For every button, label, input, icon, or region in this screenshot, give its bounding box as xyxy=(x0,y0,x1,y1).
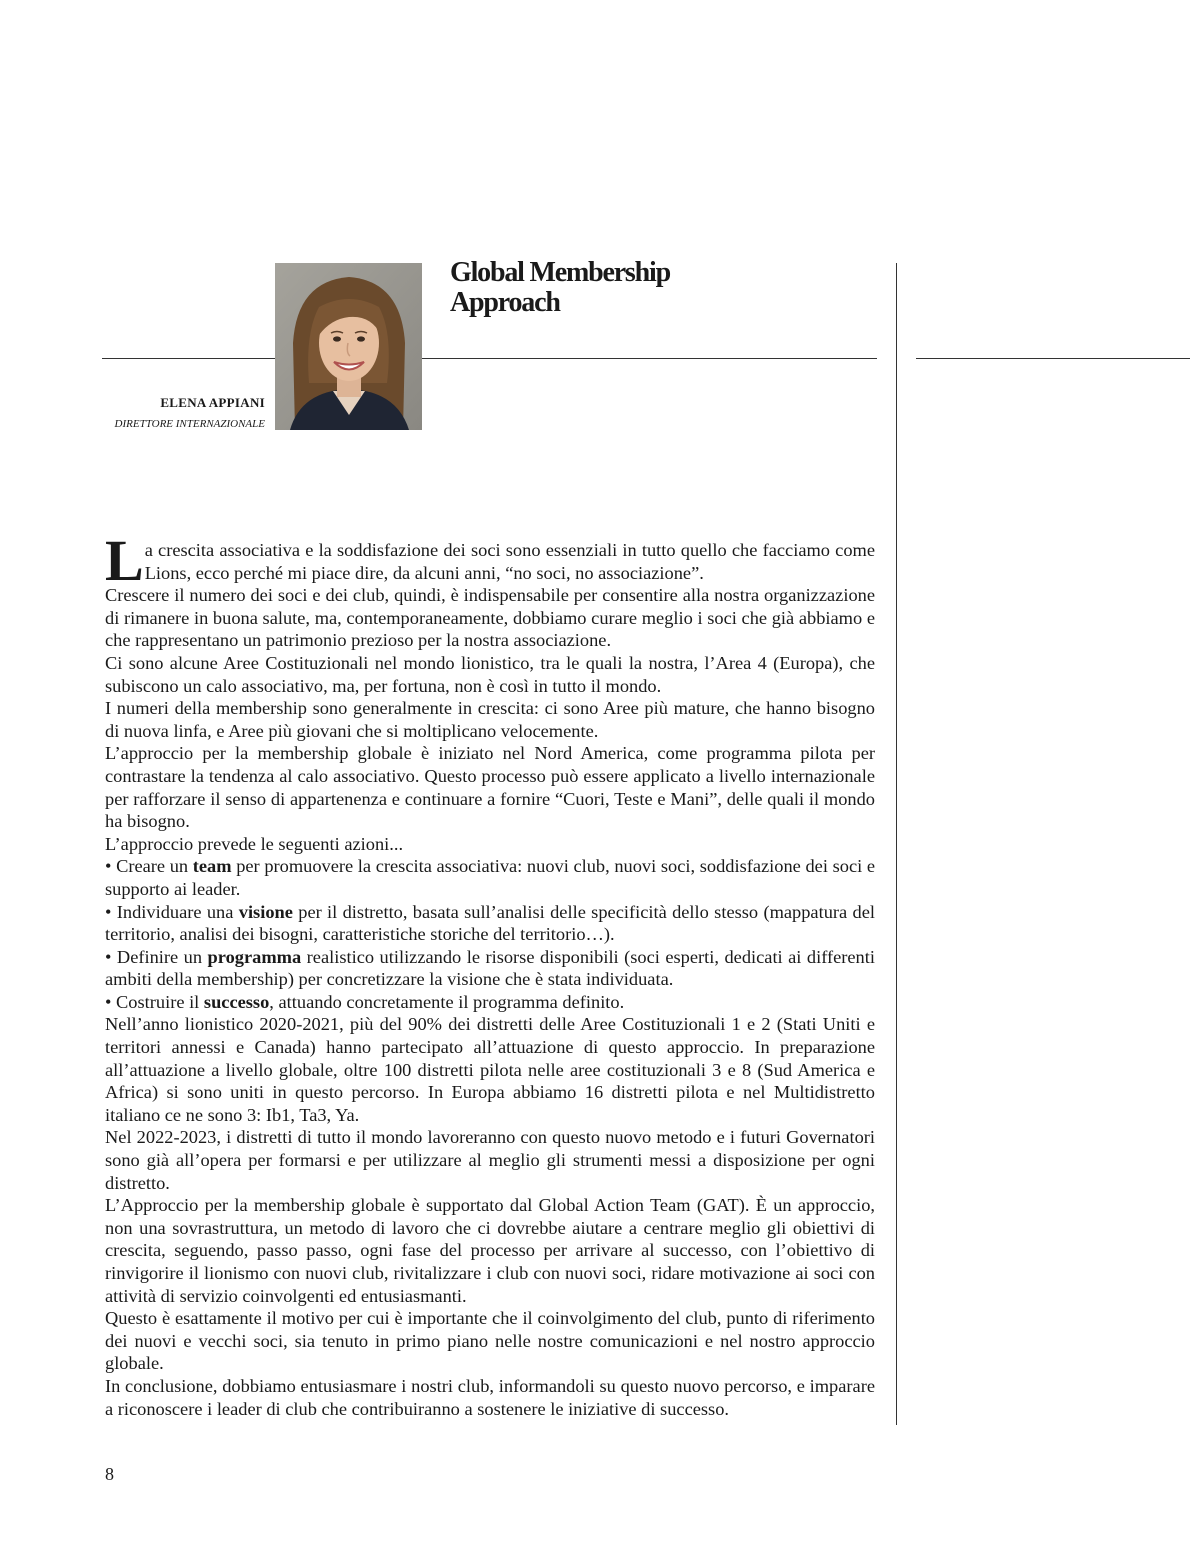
paragraph: L’approccio prevede le seguenti azioni... xyxy=(105,833,404,854)
rule-right xyxy=(916,358,1190,359)
page-number: 8 xyxy=(105,1464,114,1484)
bullet-item: • Definire un programma realistico utilizzando le risorse disponibili (soci esperti, dedicati ai differenti ambiti della membership) per concretizzare la visione che è stata individuata. xyxy=(105,946,875,990)
paragraph xyxy=(105,528,875,593)
paragraph: L’approccio per la membership globale è iniziato nel Nord America, come programma pilota per contrastare la tendenza al calo associativo. Questo processo può essere applicato a livello internazionale per rafforzare il senso di appartenenza e continuare a fornire “Cuori, Teste e Mani”, delle quali il mondo ha bisogno. xyxy=(105,743,875,832)
bullet-item: • Costruire il successo, attuando concretamente il programma definito. xyxy=(105,991,625,1012)
paragraph: Nel 2022-2023, i distretti di tutto il mondo lavoreranno con questo nuovo metodo e i futuri Governatori sono già all’opera per formarsi e per utilizzare al meglio gli strumenti messi a disposizione per ogni distretto. xyxy=(105,1127,875,1193)
paragraph: Crescere il numero dei soci e dei club, quindi, è indispensabile per consentire alla nostra organizzazione di rimanere in buona salute, ma, contemporaneamente, dobbiamo curare meglio i soci che già abbiamo e che rappresentano un patrimonio prezioso per la nostra associazione. xyxy=(105,585,875,651)
drop-cap: L xyxy=(105,528,144,593)
article-title-line2: Approach xyxy=(450,287,560,318)
bullet-keyword: visione xyxy=(238,901,293,922)
bullet-item: • Individuare una visione per il distretto, basata sull’analisi delle specificità dello stesso (mappatura del territorio, analisi dei bisogni, caratteristiche storiche del territorio…). xyxy=(105,901,875,945)
rule-center xyxy=(422,358,877,359)
paragraph: In conclusione, dobbiamo entusiasmare i nostri club, informandoli su questo nuovo percorso, e imparare a riconoscere i leader di club che contribuiranno a sostenere le iniziative di successo. xyxy=(105,1375,875,1419)
bullet-keyword: programma xyxy=(207,946,302,967)
article-title-line1: Global Membership xyxy=(450,257,670,288)
bullet-item: • Creare un team per promuovere la crescita associativa: nuovi club, nuovi soci, soddisfazione dei soci e supporto ai leader. xyxy=(105,856,876,899)
paragraph-text: a crescita associativa e la soddisfazione dei soci sono essenziali in tutto quello che facciamo come Lions, ecco perché mi piace dire, da alcuni anni, “no soci, no associazione”. xyxy=(144,540,875,583)
paragraph: I numeri della membership sono generalmente in crescita: ci sono Aree più mature, che hanno bisogno di nuova linfa, e Aree più giovani che si moltiplicano velocemente. xyxy=(105,698,875,741)
bullet-keyword: successo xyxy=(203,991,270,1012)
column-divider xyxy=(896,263,897,1425)
author-photo xyxy=(275,263,422,430)
article-body xyxy=(105,528,876,1420)
portrait-image xyxy=(275,263,422,430)
author-role: DIRETTORE INTERNAZIONALE xyxy=(114,418,265,430)
article-title xyxy=(450,258,870,318)
rule-left xyxy=(102,358,275,359)
paragraph: Nell’anno lionistico 2020-2021, più del 90% dei distretti delle Aree Costituzionali 1 e 2 (Stati Uniti e territori annessi e Canada) hanno partecipato all’attuazione di questo approccio. In preparazione all’attuazione a livello globale, oltre 100 distretti pilota nelle aree costituzionali 3 e 8 (Sud America e Africa) si sono uniti in questo percorso. In Europa abbiamo 16 distretti pilota e nel Multidistretto italiano ce ne sono 3: Ib1, Ta3, Ya. xyxy=(105,1014,875,1125)
author-name: ELENA APPIANI xyxy=(160,395,265,410)
paragraph: Ci sono alcune Aree Costituzionali nel mondo lionistico, tra le quali la nostra, l’Area 4 (Europa), che subiscono un calo associativo, ma, per fortuna, non è così in tutto il mondo. xyxy=(105,652,875,696)
paragraph: Questo è esattamente il motivo per cui è importante che il coinvolgimento del club, punto di riferimento dei nuovi e vecchi soci, sia tenuto in primo piano nelle nostre comunicazioni e nel nostro approccio globale. xyxy=(105,1308,875,1374)
bullet-keyword: team xyxy=(192,856,232,877)
paragraph: L’Approccio per la membership globale è supportato dal Global Action Team (GAT). È un approccio, non una sovrastruttura, un metodo di lavoro che ci dovrebbe aiutare a centrare meglio gli obiettivi di crescita, seguendo, passo passo, ogni fase del processo per arrivare al successo, con l’obiettivo di rinvigorire il lionismo con nuovi club, rivitalizzare i club con nuovi soci, ridare motivazione ai soci con attività di servizio coinvolgenti ed entusiasmanti. xyxy=(105,1195,875,1306)
